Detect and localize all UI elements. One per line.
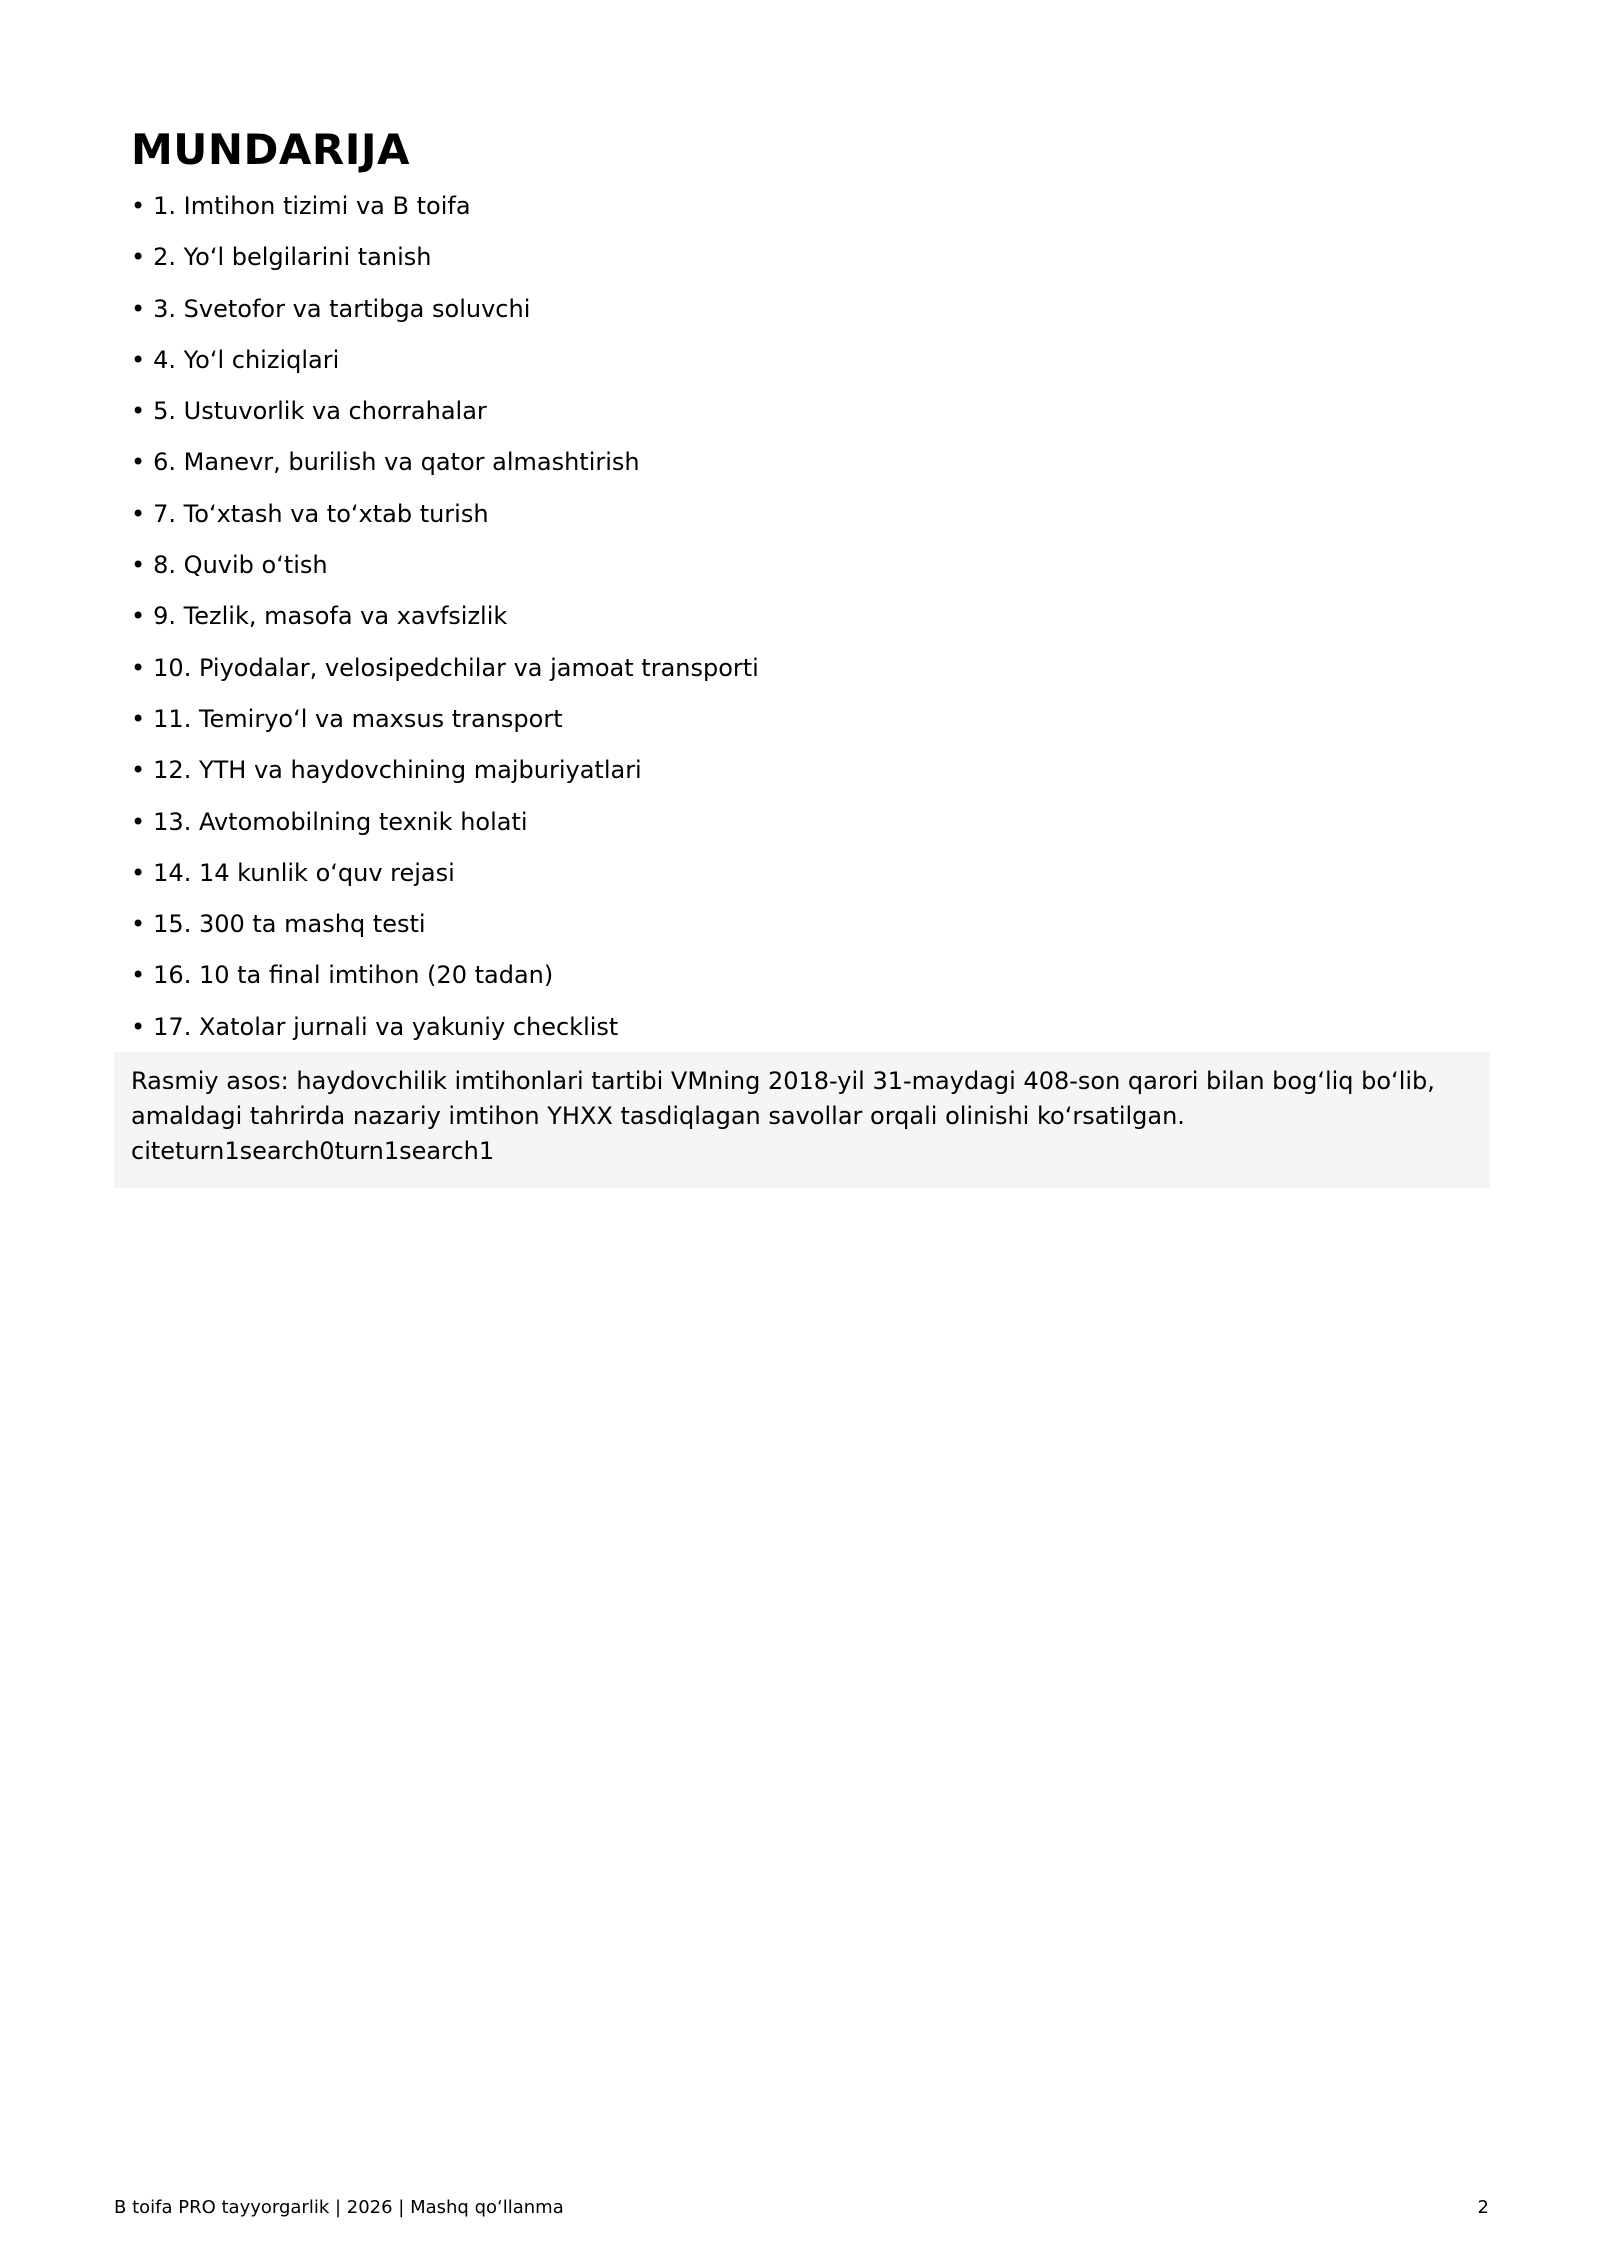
toc-item-label: 14. 14 kunlik o‘quv rejasi xyxy=(153,858,455,887)
toc-item-label: 17. Xatolar jurnali va yakuniy checklist xyxy=(153,1012,619,1041)
toc-item-label: 11. Temiryo‘l va maxsus transport xyxy=(153,704,563,733)
toc-item-label: 12. YTH va haydovchining majburiyatlari xyxy=(153,756,642,785)
bullet-icon: • xyxy=(131,397,146,426)
toc-item-label: 9. Tezlik, masofa va xavfsizlik xyxy=(153,602,508,631)
bullet-icon: • xyxy=(131,243,146,272)
toc-item-label: 10. Piyodalar, velosipedchilar va jamoat transporti xyxy=(153,653,759,682)
page-number: 2 xyxy=(1477,2197,1489,2218)
toc-item xyxy=(131,601,1471,652)
note-line: Rasmiy asos: haydovchilik imtihonlari tartibi VMning 2018-yil 31-maydagi 408-son qarori bilan bog‘liq bo‘lib, xyxy=(131,1067,1435,1095)
bullet-icon: • xyxy=(131,1012,146,1041)
toc-list xyxy=(131,191,1471,1063)
toc-item-label: 13. Avtomobilning texnik holati xyxy=(153,807,528,836)
bullet-icon: • xyxy=(131,910,146,939)
toc-item-label: 5. Ustuvorlik va chorrahalar xyxy=(153,397,487,426)
toc-item-label: 8. Quvib o‘tish xyxy=(153,551,328,580)
toc-item xyxy=(131,960,1471,1011)
toc-item-label: 4. Yo‘l chiziqlari xyxy=(153,345,340,374)
bullet-icon: • xyxy=(131,499,146,528)
toc-item xyxy=(131,191,1471,242)
bullet-icon: • xyxy=(131,653,146,682)
toc-item-label: 16. 10 ta final imtihon (20 tadan) xyxy=(153,961,554,990)
note-line: amaldagi tahrirda nazariy imtihon YHXX tasdiqlagan savollar orqali olinishi ko‘rsatilgan. xyxy=(131,1102,1185,1130)
toc-item-label: 15. 300 ta mashq testi xyxy=(153,910,426,939)
bullet-icon: • xyxy=(131,551,146,580)
toc-item-label: 7. To‘xtash va to‘xtab turish xyxy=(153,499,489,528)
toc-item-label: 2. Yo‘l belgilarini tanish xyxy=(153,243,432,272)
bullet-icon: • xyxy=(131,294,146,323)
toc-section xyxy=(131,125,1471,1063)
toc-item-label: 3. Svetofor va tartibga soluvchi xyxy=(153,294,531,323)
bullet-icon: • xyxy=(131,602,146,631)
toc-item xyxy=(131,858,1471,909)
bullet-icon: • xyxy=(131,704,146,733)
note-citation: citeturn1search0turn1search1 xyxy=(131,1137,495,1165)
toc-item xyxy=(131,807,1471,858)
footer-text: B toifa PRO tayyorgarlik | 2026 | Mashq qo‘llanma xyxy=(114,2197,564,2218)
bullet-icon: • xyxy=(131,807,146,836)
toc-item-label: 6. Manevr, burilish va qator almashtirish xyxy=(153,448,640,477)
bullet-icon: • xyxy=(131,756,146,785)
toc-item xyxy=(131,704,1471,755)
bullet-icon: • xyxy=(131,858,146,887)
toc-item xyxy=(131,242,1471,293)
bullet-icon: • xyxy=(131,192,146,220)
toc-item xyxy=(131,755,1471,806)
toc-item xyxy=(131,499,1471,550)
toc-item xyxy=(131,447,1471,498)
toc-item xyxy=(131,396,1471,447)
toc-item xyxy=(131,294,1471,345)
page-title: MUNDARIJA xyxy=(131,125,411,174)
bullet-icon: • xyxy=(131,961,146,990)
toc-item-label: 1. Imtihon tizimi va B toifa xyxy=(153,192,471,220)
bullet-icon: • xyxy=(131,345,146,374)
official-basis-note xyxy=(114,1052,1490,1188)
toc-item xyxy=(131,909,1471,960)
toc-item xyxy=(131,345,1471,396)
toc-item xyxy=(131,653,1471,704)
toc-item xyxy=(131,550,1471,601)
bullet-icon: • xyxy=(131,448,146,477)
